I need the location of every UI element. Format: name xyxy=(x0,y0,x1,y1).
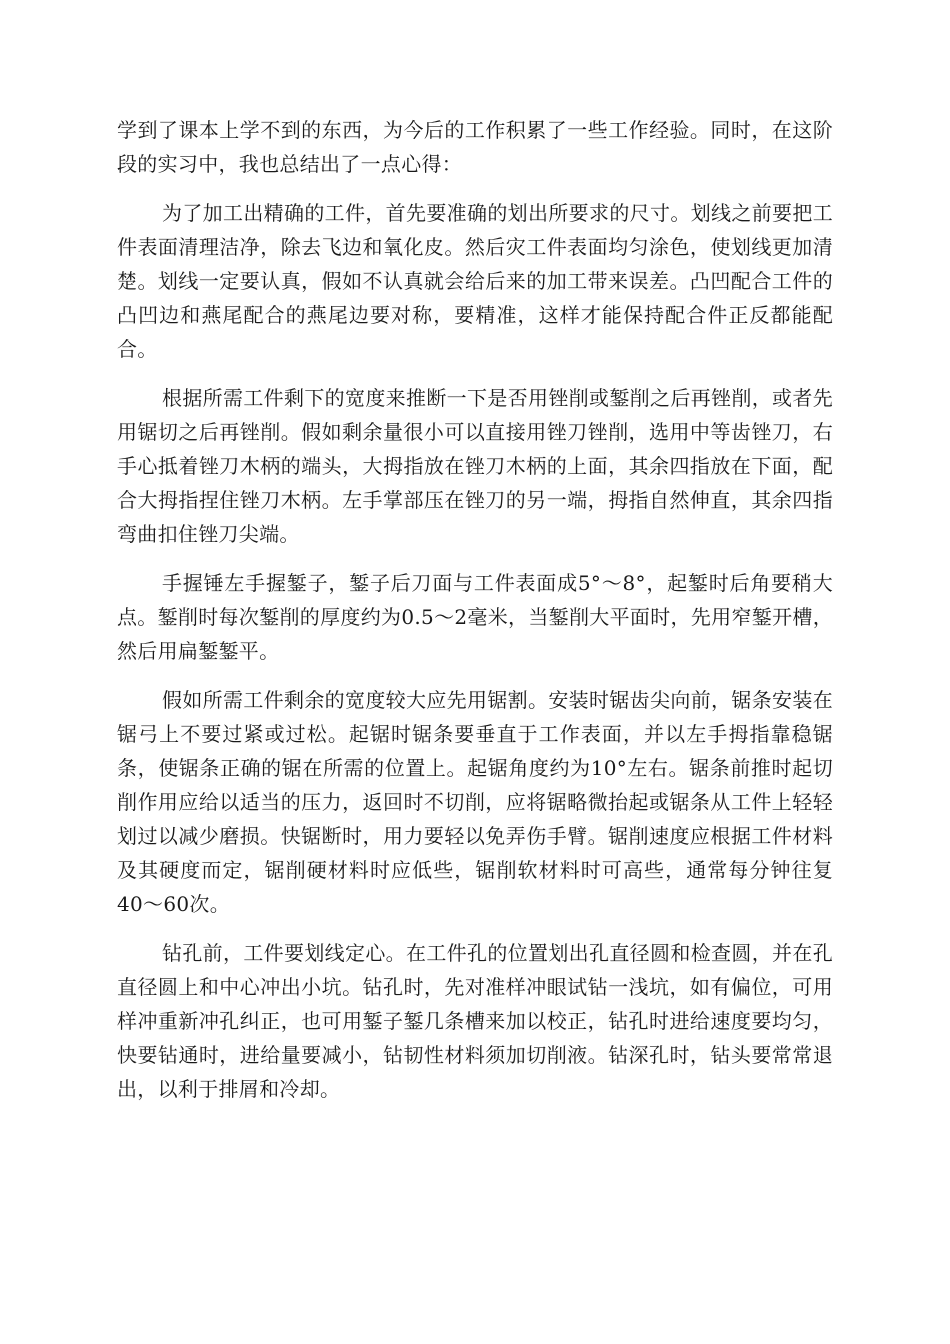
paragraph-drilling: 钻孔前，工件要划线定心。在工件孔的位置划出孔直径圆和检查圆，并在孔直径圆上和中心冲出小坑。钻孔时，先对准样冲眼试钻一浅坑，如有偏位，可用样冲重新冲孔纠正，也可用錾子錾几条槽来加以校正，钻孔时进给速度要均匀，快要钻通时，进给量要减小，钻韧性材料须加切削液。钻深孔时，钻头要常常退出，以利于排屑和冷却。 xyxy=(117,941,833,1101)
paragraph-sawing: 假如所需工件剩余的宽度较大应先用锯割。安装时锯齿尖向前，锯条安装在锯弓上不要过紧或过松。起锯时锯条要垂直于工作表面，并以左手拇指靠稳锯条，使锯条正确的锯在所需的位置上。起锯角度约为10°左右。锯条前推时起切削作用应给以适当的压力，返回时不切削，应将锯略微抬起或锯条从工件上轻轻划过以减少磨损。快锯断时，用力要轻以免弄伤手臂。锯削速度应根据工件材料及其硬度而定，锯削硬材料时应低些，锯削软材料时可高些，通常每分钟往复40～60次。 xyxy=(117,688,833,916)
paragraph-chiseling: 手握锤左手握錾子，錾子后刀面与工件表面成5°～8°，起錾时后角要稍大点。錾削时每次錾削的厚度约为0.5～2毫米，当錾削大平面时，先用窄錾开槽，然后用扁錾錾平。 xyxy=(117,571,833,663)
paragraph-marking: 为了加工出精确的工件，首先要准确的划出所要求的尺寸。划线之前要把工件表面清理洁净，除去飞边和氧化皮。然后灾工件表面均匀涂色，使划线更加清楚。划线一定要认真，假如不认真就会给后来的加工带来误差。凸凹配合工件的凸凹边和燕尾配合的燕尾边要对称，要精准，这样才能保持配合件正反都能配合。 xyxy=(117,201,833,361)
document-body xyxy=(117,113,833,1121)
paragraph-filing: 根据所需工件剩下的宽度来推断一下是否用锉削或錾削之后再锉削，或者先用锯切之后再锉削。假如剩余量很小可以直接用锉刀锉削，选用中等齿锉刀，右手心抵着锉刀木柄的端头，大拇指放在锉刀木柄的上面，其余四指放在下面，配合大拇指捏住锉刀木柄。左手掌部压在锉刀的另一端，拇指自然伸直，其余四指弯曲扣住锉刀尖端。 xyxy=(117,386,833,546)
paragraph-continuation: 学到了课本上学不到的东西，为今后的工作积累了一些工作经验。同时，在这阶段的实习中，我也总结出了一点心得： xyxy=(117,118,833,176)
